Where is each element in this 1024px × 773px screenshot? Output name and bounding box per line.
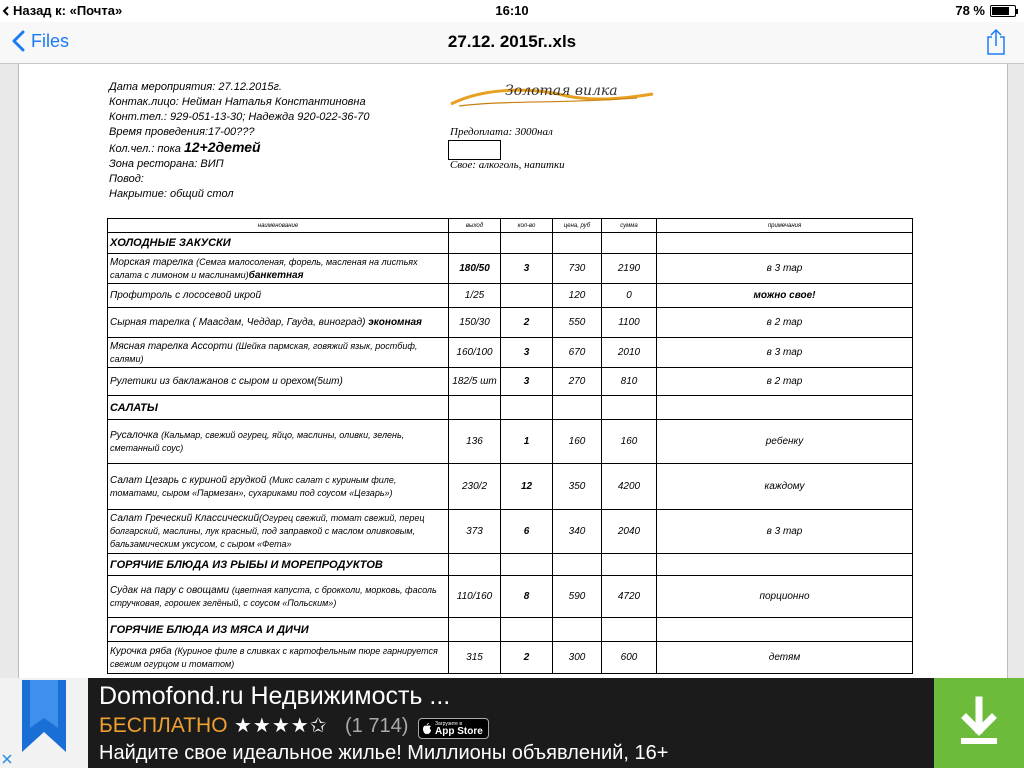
- logo-text: Золотая вилка: [505, 83, 618, 99]
- empty-cell: [553, 618, 602, 642]
- item-price: 300: [553, 642, 602, 674]
- table-row: [108, 510, 913, 554]
- app-store-badge[interactable]: [418, 718, 489, 739]
- item-qty: 3: [501, 368, 553, 396]
- header-price: цена, руб: [553, 219, 602, 233]
- empty-cell: [602, 233, 657, 254]
- item-sum: 4200: [602, 464, 657, 510]
- empty-cell: [602, 554, 657, 576]
- table-section-row: [108, 396, 913, 420]
- empty-cell: [657, 233, 913, 254]
- document-view[interactable]: [0, 64, 1024, 678]
- item-note: в 3 тар: [657, 338, 913, 368]
- item-name: Сырная тарелка ( Маасдам, Чеддар, Гауда, виноград): [110, 316, 369, 328]
- item-name-cell: [108, 338, 449, 368]
- item-name-cell: [108, 464, 449, 510]
- menu-table-body: [108, 233, 913, 674]
- table-header-row: [108, 219, 913, 233]
- apple-logo-icon: [422, 723, 432, 735]
- files-back-label: Files: [31, 30, 70, 51]
- item-tag: экономная: [368, 316, 422, 328]
- status-bar: [0, 0, 1024, 22]
- empty-cell-box: [448, 140, 501, 160]
- empty-cell: [657, 618, 913, 642]
- table-row: [108, 254, 913, 284]
- ad-rating-count: (1 714): [345, 715, 409, 737]
- empty-cell: [449, 618, 501, 642]
- item-name-cell: [108, 510, 449, 554]
- empty-cell: [449, 554, 501, 576]
- item-name-cell: [108, 642, 449, 674]
- guest-count-value: 12+2детей: [183, 139, 261, 155]
- item-sum: 810: [602, 368, 657, 396]
- spreadsheet-page: [18, 64, 1008, 678]
- item-name: Курочка ряба: [110, 645, 175, 657]
- empty-cell: [501, 618, 553, 642]
- item-qty: 2: [501, 308, 553, 338]
- share-icon: [986, 28, 1006, 56]
- section-title: ГОРЯЧИЕ БЛЮДА ИЗ РЫБЫ И МОРЕПРОДУКТОВ: [108, 554, 449, 576]
- item-sum: 1100: [602, 308, 657, 338]
- empty-cell: [501, 396, 553, 420]
- table-row: [108, 284, 913, 308]
- status-battery: [955, 3, 1016, 18]
- item-name: Салат Цезарь с куриной грудкой: [110, 474, 270, 486]
- item-qty: 3: [501, 338, 553, 368]
- empty-cell: [602, 396, 657, 420]
- item-note: можно свое!: [657, 284, 913, 308]
- header-output: выход: [449, 219, 501, 233]
- item-qty: 2: [501, 642, 553, 674]
- battery-percent: 78 %: [955, 3, 985, 18]
- ad-rating-stars: ★★★★✩: [234, 715, 328, 737]
- item-description: (Шейка пармская, говяжий язык, ростбиф, салями): [110, 340, 418, 364]
- empty-cell: [602, 618, 657, 642]
- event-phones: Конт.тел.: 929-051-13-30; Надежда 920-022-36-70: [109, 111, 370, 123]
- nav-bar: [0, 22, 1024, 64]
- ad-banner[interactable]: [0, 678, 1024, 768]
- item-name: Профитроль с лососевой икрой: [110, 289, 262, 301]
- item-output: 160/100: [449, 338, 501, 368]
- item-sum: 160: [602, 420, 657, 464]
- table-section-row: [108, 233, 913, 254]
- item-sum: 600: [602, 642, 657, 674]
- empty-cell: [449, 396, 501, 420]
- item-price: 270: [553, 368, 602, 396]
- item-name: Судак на пару с овощами: [110, 584, 232, 596]
- item-note: в 3 тар: [657, 254, 913, 284]
- item-description: (Микс салат с куриным филе, томатами, сыром «Пармезан», сухариками под соусом «Цезарь»): [110, 474, 397, 498]
- event-date: Дата мероприятия: 27.12.2015г.: [109, 81, 282, 93]
- item-name-cell: [108, 254, 449, 284]
- item-name: Салат Греческий Классический: [110, 513, 260, 524]
- item-qty: 8: [501, 576, 553, 618]
- item-name-cell: [108, 576, 449, 618]
- item-qty: 12: [501, 464, 553, 510]
- empty-cell: [553, 233, 602, 254]
- ad-title: Domofond.ru Недвижимость ...: [99, 682, 451, 710]
- section-title: ГОРЯЧИЕ БЛЮДА ИЗ МЯСА И ДИЧИ: [108, 618, 449, 642]
- item-output: 230/2: [449, 464, 501, 510]
- item-sum: 2010: [602, 338, 657, 368]
- item-output: 1/25: [449, 284, 501, 308]
- item-output: 136: [449, 420, 501, 464]
- item-name-cell: [108, 368, 449, 396]
- item-qty: [501, 284, 553, 308]
- item-note: в 2 тар: [657, 368, 913, 396]
- item-sum: 2040: [602, 510, 657, 554]
- empty-cell: [449, 233, 501, 254]
- event-contact: Контак.лицо: Нейман Наталья Константиновна: [109, 96, 366, 108]
- item-output: 315: [449, 642, 501, 674]
- item-note: в 2 тар: [657, 308, 913, 338]
- item-name-cell: [108, 284, 449, 308]
- app-store-small-text: Загрузите в: [435, 720, 462, 727]
- table-row: [108, 338, 913, 368]
- item-note: каждому: [657, 464, 913, 510]
- item-price: 730: [553, 254, 602, 284]
- download-arrow-icon: [934, 678, 1024, 768]
- event-zone: Зона ресторана: ВИП: [109, 158, 224, 170]
- empty-cell: [553, 396, 602, 420]
- share-button[interactable]: [986, 28, 1006, 61]
- empty-cell: [657, 396, 913, 420]
- own-items-note: Свое: алкоголь, напитки: [450, 159, 565, 171]
- battery-fill: [992, 7, 1009, 15]
- guest-count-label: Кол.чел.: пока: [109, 143, 184, 155]
- item-description: (Семга малосоленая, форель, масленая на листьях салата с лимоном и маслинами): [110, 256, 418, 280]
- item-name: Морская тарелка: [110, 256, 197, 268]
- ad-description: Найдите свое идеальное жилье! Миллионы объявлений, 16+: [99, 742, 669, 764]
- item-description: (цветная капуста, с брокколи, морковь, фасоль стручковая, горошек зелёный, с соусом «Польским»): [110, 584, 437, 608]
- empty-cell: [501, 554, 553, 576]
- item-name-cell: [108, 420, 449, 464]
- table-row: [108, 576, 913, 618]
- item-sum: 4720: [602, 576, 657, 618]
- ad-download-button[interactable]: [934, 678, 1024, 768]
- event-time: Время проведения:17-00???: [109, 126, 255, 138]
- item-description: (Кальмар, свежий огурец, яйцо, маслины, оливки, зелень, сметанный соус): [110, 429, 405, 453]
- table-section-row: [108, 554, 913, 576]
- item-name-cell: [108, 308, 449, 338]
- header-qty: кол-во: [501, 219, 553, 233]
- ad-price: БЕСПЛАТНО: [99, 714, 228, 737]
- event-setting: Накрытие: общий стол: [109, 188, 234, 200]
- header-sum: сумма: [602, 219, 657, 233]
- event-guest-count: [109, 140, 369, 157]
- item-qty: 6: [501, 510, 553, 554]
- document-title: 27.12. 2015г..xls: [447, 32, 577, 51]
- item-sum: 2190: [602, 254, 657, 284]
- table-row: [108, 308, 913, 338]
- item-name: Русалочка: [110, 429, 162, 441]
- item-price: 160: [553, 420, 602, 464]
- item-note: ребенку: [657, 420, 913, 464]
- battery-icon: [990, 5, 1016, 17]
- menu-table: [107, 218, 913, 674]
- empty-cell: [657, 554, 913, 576]
- table-row: [108, 368, 913, 396]
- empty-cell: [553, 554, 602, 576]
- item-price: 120: [553, 284, 602, 308]
- header-notes: примечания: [657, 219, 913, 233]
- item-qty: 1: [501, 420, 553, 464]
- item-note: детям: [657, 642, 913, 674]
- item-note: в 3 тар: [657, 510, 913, 554]
- header-name: наименование: [108, 219, 449, 233]
- item-tag: банкетная: [248, 269, 304, 281]
- section-title: САЛАТЫ: [108, 396, 449, 420]
- status-time: 16:10: [495, 3, 529, 18]
- item-output: 150/30: [449, 308, 501, 338]
- item-output: 110/160: [449, 576, 501, 618]
- section-title: ХОЛОДНЫЕ ЗАКУСКИ: [108, 233, 449, 254]
- item-name: Рулетики из баклажанов с сыром и орехом(5шт): [110, 375, 343, 387]
- item-output: 373: [449, 510, 501, 554]
- table-row: [108, 642, 913, 674]
- item-note: порционно: [657, 576, 913, 618]
- item-description: (Куриное филе в сливках с картофельным пюре гарнируется свежим огурцом и томатом): [110, 645, 438, 669]
- item-price: 550: [553, 308, 602, 338]
- item-qty: 3: [501, 254, 553, 284]
- status-back-text: Назад к: «Почта»: [13, 3, 123, 18]
- restaurant-logo: [447, 78, 657, 115]
- table-row: [108, 420, 913, 464]
- item-output: 180/50: [449, 254, 501, 284]
- ad-close-button[interactable]: [0, 752, 14, 766]
- item-price: 350: [553, 464, 602, 510]
- item-price: 590: [553, 576, 602, 618]
- item-name: Мясная тарелка Ассорти: [110, 340, 236, 352]
- table-row: [108, 464, 913, 510]
- event-info: [109, 80, 369, 202]
- table-section-row: [108, 618, 913, 642]
- app-store-text: App Store: [435, 725, 483, 737]
- item-price: 340: [553, 510, 602, 554]
- item-price: 670: [553, 338, 602, 368]
- item-description: (Огурец свежий, томат свежий, перец болгарский, маслины, лук красный, под заправкой с маслом оливковым, бальзамическим уксусом, с сыром «Фета»: [110, 513, 425, 549]
- event-reason: Повод:: [109, 173, 144, 185]
- item-sum: 0: [602, 284, 657, 308]
- close-icon: [0, 752, 14, 766]
- prepayment-note: Предоплата: 3000нал: [450, 126, 553, 138]
- empty-cell: [501, 233, 553, 254]
- item-output: 182/5 шт: [449, 368, 501, 396]
